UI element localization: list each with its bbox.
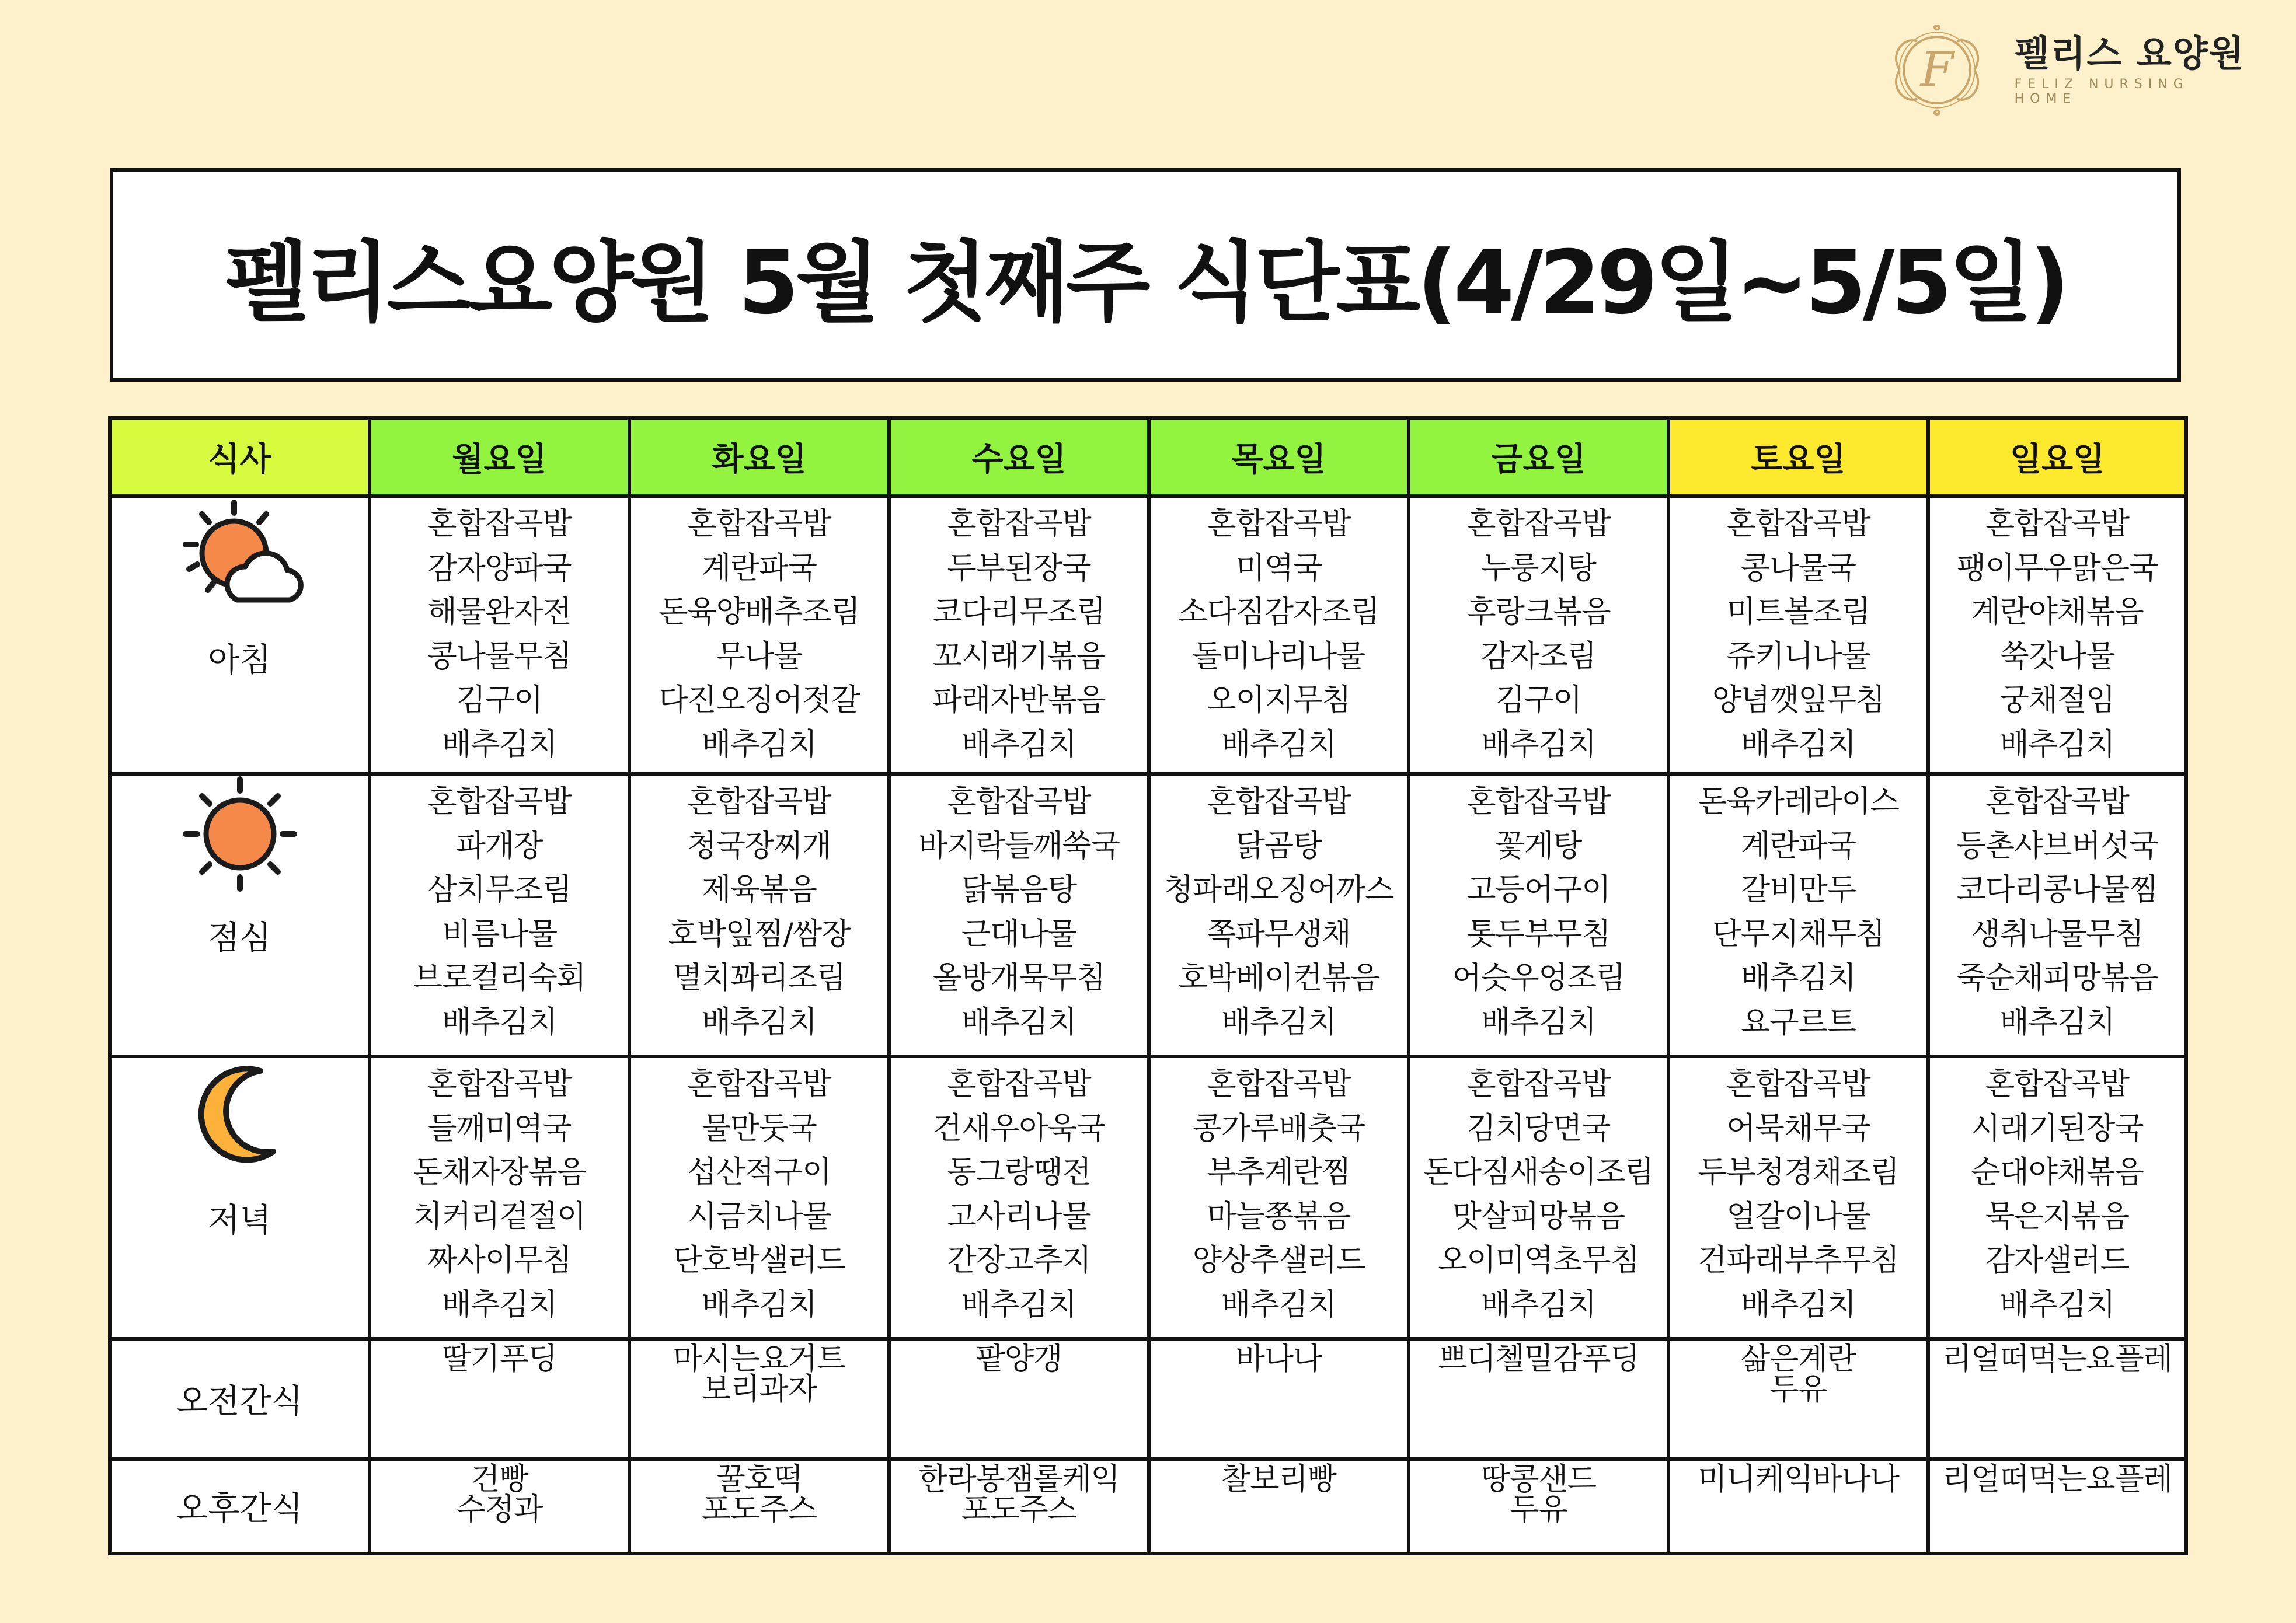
header-wednesday: 수요일: [889, 418, 1149, 496]
lunch-monday: [370, 774, 629, 1056]
menu-item: 혼합잡곡밥: [1726, 507, 1870, 542]
menu-item: 돈육양배추조림: [659, 595, 860, 630]
menu-item: 딸기푸딩: [442, 1342, 557, 1377]
afternoon-snack-tuesday: [629, 1459, 889, 1554]
menu-item: 다진오징어젓갈: [659, 683, 860, 718]
menu-item: 배추김치: [702, 1287, 817, 1322]
menu-item-list: [371, 1058, 628, 1327]
menu-item: 배추김치: [1741, 961, 1856, 996]
menu-item: 닭곰탕: [1235, 828, 1322, 864]
row-breakfast: [110, 496, 2186, 774]
menu-item: 양념깻잎무침: [1712, 683, 1885, 718]
menu-item: 배추김치: [1221, 727, 1336, 762]
menu-item: 콩나물무침: [427, 638, 572, 674]
menu-item: 건새우아욱국: [932, 1111, 1106, 1146]
menu-item: 고등어구이: [1466, 872, 1611, 908]
title-box: [110, 168, 2181, 382]
lunch-thursday: [1149, 774, 1409, 1056]
lunch-label: 점심: [208, 919, 271, 957]
menu-item: 고사리나물: [947, 1199, 1091, 1234]
menu-item: 포도주스: [702, 1492, 817, 1527]
menu-item: 청국장찌개: [687, 828, 831, 864]
morning-snack-label: 오전간식: [110, 1339, 370, 1459]
menu-item: 배추김치: [1221, 1004, 1336, 1040]
menu-item: 배추김치: [1999, 1004, 2115, 1040]
row-lunch: [110, 774, 2186, 1056]
menu-item: 쁘디첼밀감푸딩: [1438, 1342, 1639, 1377]
menu-item: 단무지채무침: [1712, 916, 1885, 952]
menu-item-list: [1670, 498, 1926, 767]
menu-item-list: [1151, 776, 1407, 1045]
menu-item: 무나물: [716, 638, 803, 674]
afternoon-snack-wednesday: [889, 1459, 1149, 1554]
menu-item: 혼합잡곡밥: [687, 507, 831, 542]
menu-item: 멸치꽈리조림: [673, 961, 846, 996]
sun-icon: [173, 776, 307, 892]
menu-item: 미트볼조림: [1726, 595, 1870, 630]
afternoon-snack-sunday: [1928, 1459, 2186, 1554]
header-tuesday: 화요일: [629, 418, 889, 496]
menu-item: 돈다짐새송이조림: [1423, 1155, 1654, 1190]
menu-item: 팥양갱: [975, 1342, 1062, 1377]
lunch-sunday: [1928, 774, 2186, 1056]
brand-subtitle: FELIZ NURSING HOME: [2014, 77, 2189, 107]
header-monday: 월요일: [370, 418, 629, 496]
menu-item: 등촌샤브버섯국: [1956, 828, 2158, 864]
menu-item: 단호박샐러드: [673, 1243, 846, 1278]
menu-item: 갈비만두: [1741, 872, 1856, 908]
menu-item: 부추계란찜: [1207, 1155, 1351, 1190]
menu-item: 계란야채볶음: [1971, 595, 2144, 630]
menu-item: 마늘쫑볶음: [1207, 1199, 1351, 1234]
menu-item-list: [1670, 776, 1926, 1045]
menu-item: 콩나물국: [1741, 550, 1856, 586]
menu-item: 근대나물: [961, 916, 1076, 952]
breakfast-saturday: [1668, 496, 1928, 774]
menu-item: 죽순채피망볶음: [1956, 961, 2158, 996]
morning-snack-wednesday: [889, 1339, 1149, 1459]
menu-item: 팽이무우맑은국: [1956, 550, 2158, 586]
menu-item: 제육볶음: [702, 872, 817, 908]
menu-item: 소다짐감자조림: [1178, 595, 1379, 630]
menu-item-list: [1930, 1461, 2184, 1495]
sun-cloud-icon: [173, 498, 307, 615]
svg-text:F: F: [1920, 42, 1954, 98]
menu-item-list: [1151, 1341, 1407, 1377]
menu-item: 동그랑땡전: [947, 1155, 1091, 1190]
menu-item: 배추김치: [961, 1004, 1076, 1040]
menu-item: 리얼떠먹는요플레: [1942, 1342, 2172, 1377]
menu-item-list: [891, 1341, 1147, 1377]
lunch-label-cell: [110, 774, 370, 1056]
menu-item: 돈육카레라이스: [1698, 784, 1899, 819]
menu-item: 삶은계란: [1741, 1342, 1856, 1377]
menu-item: 얼갈이나물: [1726, 1199, 1870, 1234]
menu-item: 삼치무조림: [427, 872, 572, 908]
menu-item: 배추김치: [1481, 1004, 1596, 1040]
menu-item-list: [1930, 1058, 2184, 1327]
menu-item: 배추김치: [702, 727, 817, 762]
menu-item: 계란파국: [1741, 828, 1856, 864]
afternoon-snack-saturday: [1668, 1459, 1928, 1554]
header-meal-label: 식사: [110, 418, 370, 496]
menu-item: 올방개묵무침: [932, 961, 1106, 996]
menu-item: 감자조림: [1481, 638, 1596, 674]
menu-item: 쑥갓나물: [1999, 638, 2115, 674]
menu-item: 배추김치: [1741, 727, 1856, 762]
menu-item: 궁채절임: [1999, 683, 2115, 718]
breakfast-sunday: [1928, 496, 2186, 774]
menu-item: 배추김치: [702, 1004, 817, 1040]
menu-item: 혼합잡곡밥: [947, 507, 1091, 542]
menu-item: 혼합잡곡밥: [1985, 1067, 2130, 1102]
menu-item: 코다리콩나물찜: [1956, 872, 2158, 908]
menu-item: 혼합잡곡밥: [427, 1067, 572, 1102]
menu-item: 리얼떠먹는요플레: [1942, 1462, 2172, 1497]
menu-item-list: [1930, 1341, 2184, 1377]
breakfast-label: 아침: [208, 641, 271, 679]
menu-item: 혼합잡곡밥: [1207, 784, 1351, 819]
dinner-wednesday: [889, 1056, 1149, 1339]
menu-item: 혼합잡곡밥: [1726, 1067, 1870, 1102]
menu-item: 두유: [1769, 1372, 1827, 1407]
menu-item: 건빵: [471, 1462, 528, 1497]
menu-item: 물만둣국: [702, 1111, 817, 1146]
menu-item: 김구이: [1495, 683, 1582, 718]
morning-snack-monday: [370, 1339, 629, 1459]
menu-item: 혼합잡곡밥: [947, 784, 1091, 819]
menu-item: 배추김치: [961, 727, 1076, 762]
menu-item: 시금치나물: [687, 1199, 831, 1234]
menu-item: 혼합잡곡밥: [1466, 784, 1611, 819]
menu-item: 호박베이컨볶음: [1178, 961, 1379, 996]
dinner-friday: [1409, 1056, 1668, 1339]
header-sunday: 일요일: [1928, 418, 2186, 496]
menu-item-list: [891, 498, 1147, 767]
menu-item: 두부청경채조림: [1698, 1155, 1899, 1190]
menu-item: 청파래오징어까스: [1163, 872, 1394, 908]
menu-item-list: [1670, 1341, 1926, 1405]
menu-item: 꼬시래기볶음: [932, 638, 1106, 674]
menu-item: 누룽지탕: [1481, 550, 1596, 586]
menu-item: 어슷우엉조림: [1452, 961, 1625, 996]
menu-item: 혼합잡곡밥: [1207, 1067, 1351, 1102]
menu-item-list: [1151, 1461, 1407, 1495]
menu-item: 혼합잡곡밥: [427, 507, 572, 542]
lunch-saturday: [1668, 774, 1928, 1056]
menu-item-list: [1151, 498, 1407, 767]
breakfast-friday: [1409, 496, 1668, 774]
menu-item-list: [1410, 1341, 1667, 1377]
menu-item: 톳두부무침: [1466, 916, 1611, 952]
menu-item-list: [1930, 776, 2184, 1045]
dinner-tuesday: [629, 1056, 889, 1339]
menu-item: 양상추샐러드: [1192, 1243, 1365, 1278]
menu-item: 혼합잡곡밥: [1466, 507, 1611, 542]
menu-item-list: [891, 776, 1147, 1045]
morning-snack-saturday: [1668, 1339, 1928, 1459]
breakfast-thursday: [1149, 496, 1409, 774]
menu-item: 김구이: [456, 683, 543, 718]
menu-item: 배추김치: [1481, 1287, 1596, 1322]
menu-item: 배추김치: [1999, 1287, 2115, 1322]
feliz-emblem-icon: [1883, 23, 2009, 117]
menu-item: 맛살피망볶음: [1452, 1199, 1625, 1234]
menu-item: 찰보리빵: [1221, 1462, 1336, 1497]
menu-item: 섭산적구이: [687, 1155, 831, 1190]
menu-item: 배추김치: [1741, 1287, 1856, 1322]
menu-item: 오이미역초무침: [1438, 1243, 1639, 1278]
menu-item: 비름나물: [442, 916, 557, 952]
menu-item: 치커리겉절이: [413, 1199, 586, 1234]
menu-item-list: [371, 1461, 628, 1525]
morning-snack-tuesday: [629, 1339, 889, 1459]
menu-item-list: [371, 1341, 628, 1377]
header-row: [110, 418, 2186, 496]
breakfast-tuesday: [629, 496, 889, 774]
lunch-tuesday: [629, 774, 889, 1056]
menu-item: 시래기된장국: [1971, 1111, 2144, 1146]
menu-item: 감자양파국: [427, 550, 572, 586]
row-afternoon-snack: [110, 1459, 2186, 1554]
menu-item: 짜사이무침: [427, 1243, 572, 1278]
dinner-label-cell: [110, 1056, 370, 1339]
weekly-menu-table: [108, 416, 2188, 1555]
menu-item: 들깨미역국: [427, 1111, 572, 1146]
menu-item: 간장고추지: [947, 1243, 1091, 1278]
lunch-wednesday: [889, 774, 1149, 1056]
menu-item: 닭볶음탕: [961, 872, 1076, 908]
menu-item: 돌미나리나물: [1192, 638, 1365, 674]
menu-item-list: [1670, 1058, 1926, 1327]
menu-item: 두부된장국: [947, 550, 1091, 586]
menu-item: 혼합잡곡밥: [1466, 1067, 1611, 1102]
morning-snack-sunday: [1928, 1339, 2186, 1459]
menu-item: 브로컬리숙회: [413, 961, 586, 996]
menu-item: 어묵채무국: [1726, 1111, 1870, 1146]
afternoon-snack-monday: [370, 1459, 629, 1554]
menu-item: 김치당면국: [1466, 1111, 1611, 1146]
lunch-friday: [1409, 774, 1668, 1056]
breakfast-label-cell: [110, 496, 370, 774]
menu-item: 배추김치: [1481, 727, 1596, 762]
menu-item: 배추김치: [442, 1004, 557, 1040]
menu-item: 마시는요거트: [673, 1342, 846, 1377]
menu-item: 요구르트: [1741, 1004, 1856, 1040]
menu-item: 미니케익바나나: [1698, 1462, 1899, 1497]
menu-item: 호박잎찜/쌈장: [668, 916, 851, 952]
menu-item: 파개장: [456, 828, 543, 864]
menu-item: 쪽파무생채: [1207, 916, 1351, 952]
menu-item: 감자샐러드: [1985, 1243, 2130, 1278]
brand-name: 펠리스 요양원: [2014, 32, 2245, 75]
menu-item: 코다리무조림: [932, 595, 1106, 630]
menu-item: 건파래부추무침: [1698, 1243, 1899, 1278]
menu-item-list: [1930, 498, 2184, 767]
menu-item-list: [1410, 1461, 1667, 1525]
moon-icon: [173, 1058, 307, 1175]
dinner-saturday: [1668, 1056, 1928, 1339]
menu-item: 후랑크볶음: [1466, 595, 1611, 630]
page-title: 펠리스요양원 5월 첫째주 식단표(4/29일~5/5일): [224, 232, 2067, 334]
menu-item: 한라봉잼롤케익: [918, 1462, 1120, 1497]
row-dinner: [110, 1056, 2186, 1339]
menu-item-list: [371, 498, 628, 767]
dinner-thursday: [1149, 1056, 1409, 1339]
menu-item: 해물완자전: [427, 595, 572, 630]
menu-item: 혼합잡곡밥: [1207, 507, 1351, 542]
menu-item-list: [371, 776, 628, 1045]
breakfast-wednesday: [889, 496, 1149, 774]
menu-item: 꿀호떡: [716, 1462, 803, 1497]
menu-item-list: [891, 1058, 1147, 1327]
afternoon-snack-friday: [1409, 1459, 1668, 1554]
menu-item: 혼합잡곡밥: [687, 784, 831, 819]
menu-item-list: [631, 498, 887, 767]
menu-item-list: [631, 1058, 887, 1327]
breakfast-monday: [370, 496, 629, 774]
dinner-label: 저녁: [208, 1202, 271, 1240]
menu-item-list: [891, 1461, 1147, 1525]
menu-item: 배추김치: [1221, 1287, 1336, 1322]
header-friday: 금요일: [1409, 418, 1668, 496]
menu-item-list: [1151, 1058, 1407, 1327]
menu-item: 혼합잡곡밥: [1985, 784, 2130, 819]
afternoon-snack-label: 오후간식: [110, 1459, 370, 1554]
menu-item: 혼합잡곡밥: [427, 784, 572, 819]
menu-item-list: [631, 1341, 887, 1405]
menu-item: 오이지무침: [1207, 683, 1351, 718]
dinner-sunday: [1928, 1056, 2186, 1339]
header-thursday: 목요일: [1149, 418, 1409, 496]
brand-logo: [1883, 23, 2256, 117]
menu-item-list: [631, 776, 887, 1045]
menu-item: 꽃게탕: [1495, 828, 1582, 864]
menu-item: 바나나: [1235, 1342, 1322, 1377]
menu-item: 묵은지볶음: [1985, 1199, 2130, 1234]
menu-item: 파래자반볶음: [932, 683, 1106, 718]
afternoon-snack-thursday: [1149, 1459, 1409, 1554]
menu-item: 돈채자장볶음: [413, 1155, 586, 1190]
menu-item: 혼합잡곡밥: [687, 1067, 831, 1102]
menu-item: 미역국: [1235, 550, 1322, 586]
menu-item: 혼합잡곡밥: [1985, 507, 2130, 542]
morning-snack-friday: [1409, 1339, 1668, 1459]
menu-item: 혼합잡곡밥: [947, 1067, 1091, 1102]
menu-item: 쥬키니나물: [1726, 638, 1870, 674]
menu-item: 순대야채볶음: [1971, 1155, 2144, 1190]
menu-item-list: [631, 1461, 887, 1525]
menu-item: 배추김치: [1999, 727, 2115, 762]
menu-item-list: [1410, 1058, 1667, 1327]
menu-item-list: [1410, 776, 1667, 1045]
menu-item: 생취나물무침: [1971, 916, 2144, 952]
menu-item: 보리과자: [702, 1372, 817, 1407]
menu-item: 배추김치: [961, 1287, 1076, 1322]
menu-item: 배추김치: [442, 1287, 557, 1322]
menu-item: 콩가루배춧국: [1192, 1111, 1365, 1146]
menu-item: 배추김치: [442, 727, 557, 762]
header-saturday: 토요일: [1668, 418, 1928, 496]
menu-item: 계란파국: [702, 550, 817, 586]
dinner-monday: [370, 1056, 629, 1339]
menu-item-list: [1670, 1461, 1926, 1495]
morning-snack-thursday: [1149, 1339, 1409, 1459]
menu-item: 포도주스: [961, 1492, 1076, 1527]
menu-item: 바지락들깨쑥국: [918, 828, 1120, 864]
menu-item: 수정과: [456, 1492, 543, 1527]
menu-item: 두유: [1510, 1492, 1567, 1527]
menu-item-list: [1410, 498, 1667, 767]
menu-item: 땅콩샌드: [1481, 1462, 1596, 1497]
row-morning-snack: [110, 1339, 2186, 1459]
